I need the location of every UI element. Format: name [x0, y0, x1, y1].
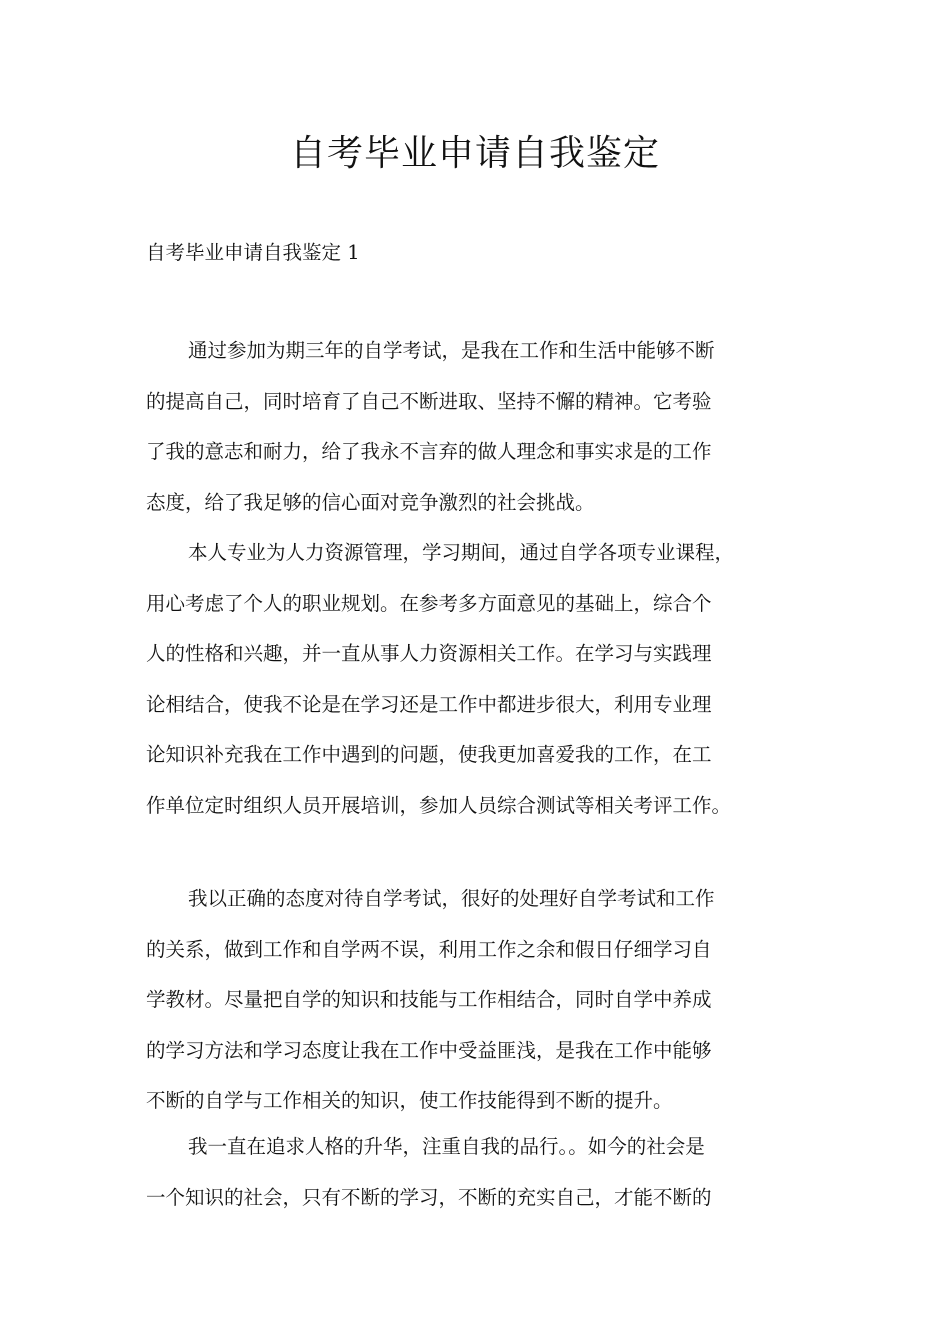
paragraph-1 — [146, 326, 810, 528]
paragraph-line: 的关系，做到工作和自学两不误，利用工作之余和假日仔细学习自 — [146, 937, 712, 961]
document-title: 自考毕业申请自我鉴定 — [289, 133, 660, 174]
paragraph-line: 学教材。尽量把自学的知识和技能与工作相结合，同时自学中养成 — [146, 988, 712, 1011]
paragraph-line: 了我的意志和耐力，给了我永不言弃的做人理念和事实求是的工作 — [146, 440, 712, 463]
paragraph-line: 人的性格和兴趣，并一直从事人力资源相关工作。在学习与实践理 — [146, 642, 712, 665]
paragraph-line: 我一直在追求人格的升华，注重自我的品行。。如今的社会是 — [188, 1135, 705, 1158]
paragraph-line: 论知识补充我在工作中遇到的问题，使我更加喜爱我的工作，在工 — [146, 743, 712, 766]
paragraph-line: 一个知识的社会，只有不断的学习，不断的充实自己，才能不断的 — [146, 1185, 712, 1209]
paragraph-4 — [146, 1122, 810, 1223]
paragraph-line: 的提高自己，同时培育了自己不断进取、坚持不懈的精神。它考验 — [146, 389, 712, 413]
paragraph-3 — [146, 874, 810, 1127]
section-heading: 自考毕业申请自我鉴定 1 — [146, 241, 360, 264]
paragraph-2 — [146, 528, 810, 831]
paragraph-line: 用心考虑了个人的职业规划。在参考多方面意见的基础上，综合个 — [146, 591, 712, 615]
paragraph-line: 不断的自学与工作相关的知识，使工作技能得到不断的提升。 — [146, 1089, 673, 1112]
paragraph-line: 的学习方法和学习态度让我在工作中受益匪浅，是我在工作中能够 — [146, 1038, 712, 1062]
paragraph-line: 我以正确的态度对待自学考试，很好的处理好自学考试和工作 — [188, 887, 715, 910]
paragraph-line: 作单位定时组织人员开展培训，参加人员综合测试等相关考评工作。 — [146, 793, 732, 817]
paragraph-line: 本人专业为人力资源管理，学习期间，通过自学各项专业课程， — [188, 541, 735, 564]
paragraph-line: 态度，给了我足够的信心面对竞争激烈的社会挑战。 — [146, 490, 595, 514]
paragraph-line: 通过参加为期三年的自学考试，是我在工作和生活中能够不断 — [188, 339, 715, 362]
paragraph-line: 论相结合，使我不论是在学习还是工作中都进步很大，利用专业理 — [146, 692, 712, 716]
